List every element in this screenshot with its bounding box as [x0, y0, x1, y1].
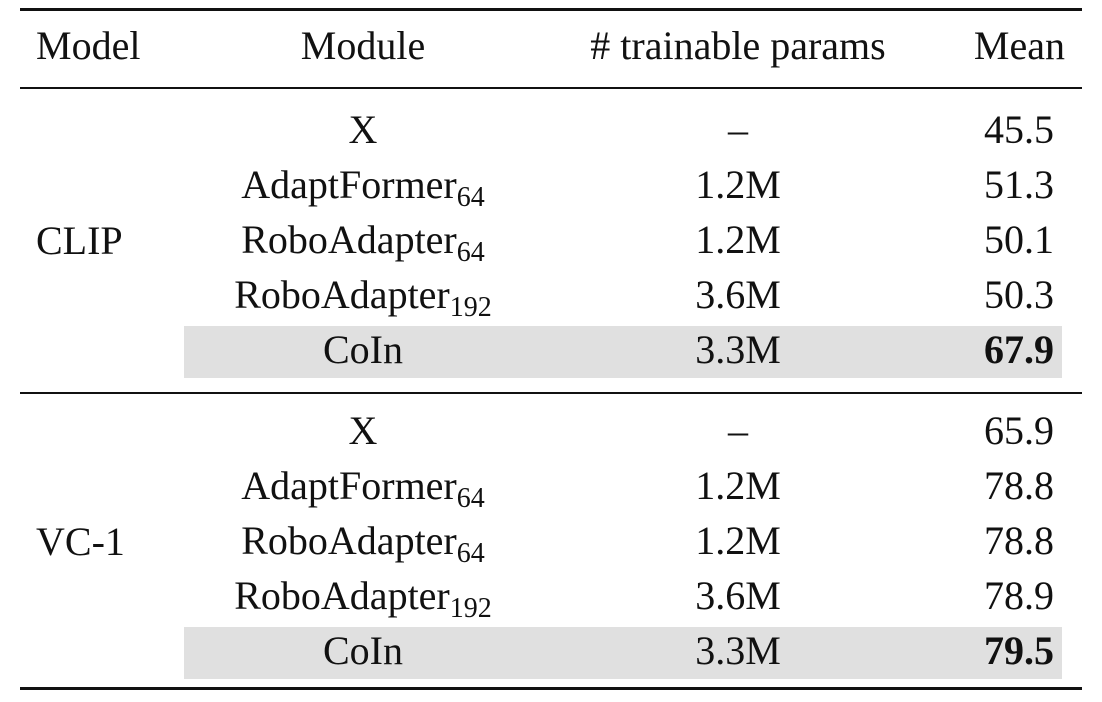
module-subscript: 64 [456, 181, 485, 213]
cell-module [241, 212, 485, 268]
cell-module [323, 623, 403, 679]
cell-params: 3.6M [695, 272, 781, 317]
header-params: # trainable params [590, 23, 886, 68]
module-subscript: 192 [449, 592, 492, 624]
cell-module [241, 157, 485, 213]
cell-params: 1.2M [695, 518, 781, 563]
cell-mean: 78.8 [984, 518, 1054, 563]
module-name: CoIn [323, 628, 403, 673]
bottom-rule [20, 687, 1082, 690]
header-rule [20, 87, 1082, 89]
cell-module [234, 568, 492, 624]
header-mean: Mean [973, 23, 1065, 68]
module-subscript: 64 [456, 482, 485, 514]
module-name: RoboAdapter [234, 573, 450, 618]
module-name: RoboAdapter [241, 217, 457, 262]
cell-params: 1.2M [695, 217, 781, 262]
cell-params: 3.6M [695, 573, 781, 618]
cell-mean: 67.9 [984, 327, 1054, 372]
module-subscript: 192 [449, 291, 492, 323]
cell-params: 1.2M [695, 463, 781, 508]
cell-params: – [728, 408, 748, 453]
header-module: Module [300, 23, 426, 68]
highlight-row-vc1-coin [184, 627, 1062, 679]
module-name: CoIn [323, 327, 403, 372]
module-subscript: 64 [456, 537, 485, 569]
cell-module [241, 513, 485, 569]
header-model: Model [36, 23, 141, 68]
cell-params: – [728, 107, 748, 152]
cell-mean: 79.5 [984, 628, 1054, 673]
module-name: X [348, 408, 378, 453]
cell-mean: 78.8 [984, 463, 1054, 508]
module-name: X [348, 107, 378, 152]
cell-mean: 78.9 [984, 573, 1054, 618]
cell-module [349, 102, 378, 158]
cell-mean: 51.3 [984, 162, 1054, 207]
highlight-row-clip-coin [184, 326, 1062, 378]
cell-module [323, 322, 403, 378]
cell-module [241, 458, 485, 514]
cell-mean: 50.3 [984, 272, 1054, 317]
model-label-clip: CLIP [36, 218, 123, 263]
module-name: AdaptFormer [241, 463, 457, 508]
group-divider-rule [20, 392, 1082, 394]
top-rule [20, 8, 1082, 11]
cell-mean: 65.9 [984, 408, 1054, 453]
model-label-vc1: VC-1 [36, 519, 125, 564]
cell-mean: 45.5 [984, 107, 1054, 152]
cell-params: 1.2M [695, 162, 781, 207]
cell-module [349, 403, 378, 459]
cell-params: 3.3M [695, 628, 781, 673]
module-subscript: 64 [456, 236, 485, 268]
module-name: AdaptFormer [241, 162, 457, 207]
module-name: RoboAdapter [234, 272, 450, 317]
cell-module [234, 267, 492, 323]
module-name: RoboAdapter [241, 518, 457, 563]
cell-mean: 50.1 [984, 217, 1054, 262]
cell-params: 3.3M [695, 327, 781, 372]
